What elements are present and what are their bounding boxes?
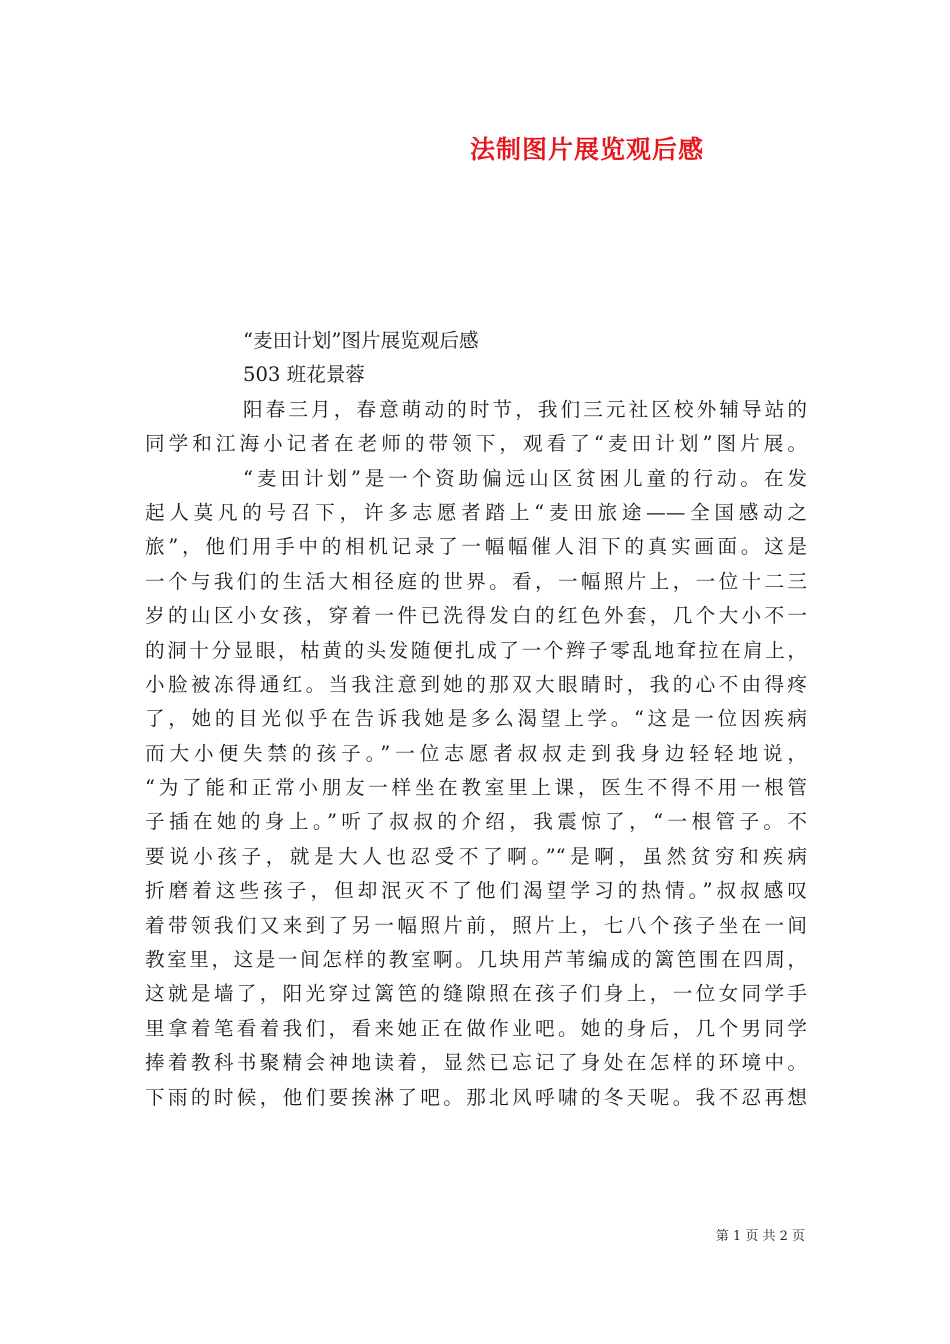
paragraph-line: 着带领我们又来到了另一幅照片前，照片上，七八个孩子坐在一间 — [145, 913, 807, 937]
paragraph-line: 折磨着这些孩子，但却泯灭不了他们渴望学习的热情。”叔叔感叹 — [145, 879, 807, 903]
paragraph-line: 小脸被冻得通红。当我注意到她的那双大眼睛时，我的心不由得疼 — [145, 672, 807, 696]
paragraph-line: 起人莫凡的号召下，许多志愿者踏上“麦田旅途——全国感动之 — [145, 500, 807, 524]
paragraph-line: 这就是墙了，阳光穿过篱笆的缝隙照在孩子们身上，一位女同学手 — [145, 982, 807, 1006]
paragraph-line: 要说小孩子，就是大人也忍受不了啊。”“是啊，虽然贫穷和疾病 — [145, 844, 807, 868]
paragraph-line: “麦田计划”是一个资助偏远山区贫困儿童的行动。在发 — [243, 466, 807, 490]
paragraph-line: 同学和江海小记者在老师的带领下，观看了“麦田计划”图片展。 — [145, 432, 807, 456]
paragraph-line: “为了能和正常小朋友一样坐在教室里上课，医生不得不用一根管 — [145, 776, 807, 800]
paragraph-line: 岁的山区小女孩，穿着一件已洗得发白的红色外套，几个大小不一 — [145, 604, 807, 628]
paragraph-line: 阳春三月，春意萌动的时节，我们三元社区校外辅导站的 — [243, 397, 807, 421]
document-subtitle: “麦田计划”图片展览观后感 — [243, 329, 479, 352]
paragraph-line: 子插在她的身上。”听了叔叔的介绍，我震惊了，“一根管子。不 — [145, 810, 807, 834]
paragraph-line: 一个与我们的生活大相径庭的世界。看，一幅照片上，一位十二三 — [145, 569, 807, 593]
paragraph-line: 教室里，这是一间怎样的教室啊。几块用芦苇编成的篱笆围在四周， — [145, 948, 807, 972]
paragraph-line: 而大小便失禁的孩子。”一位志愿者叔叔走到我身边轻轻地说， — [145, 741, 807, 765]
paragraph-line: 捧着教科书聚精会神地读着，显然已忘记了身处在怎样的环境中。 — [145, 1051, 807, 1075]
page-number: 第 1 页 共 2 页 — [715, 1229, 805, 1244]
paragraph-line: 里拿着笔看着我们，看来她正在做作业吧。她的身后，几个男同学 — [145, 1016, 807, 1040]
document-author: 503 班花景蓉 — [243, 363, 366, 387]
paragraph-line: 了，她的目光似乎在告诉我她是多么渴望上学。“这是一位因疾病 — [145, 707, 807, 731]
paragraph-line: 旅”，他们用手中的相机记录了一幅幅催人泪下的真实画面。这是 — [145, 535, 807, 559]
page-title: 法制图片展览观后感 — [470, 135, 705, 164]
paragraph-line: 下雨的时候，他们要挨淋了吧。那北风呼啸的冬天呢。我不忍再想 — [145, 1085, 807, 1109]
paragraph-line: 的洞十分显眼，枯黄的头发随便扎成了一个辫子零乱地耷拉在肩上， — [145, 638, 807, 662]
document-body — [145, 324, 807, 1115]
